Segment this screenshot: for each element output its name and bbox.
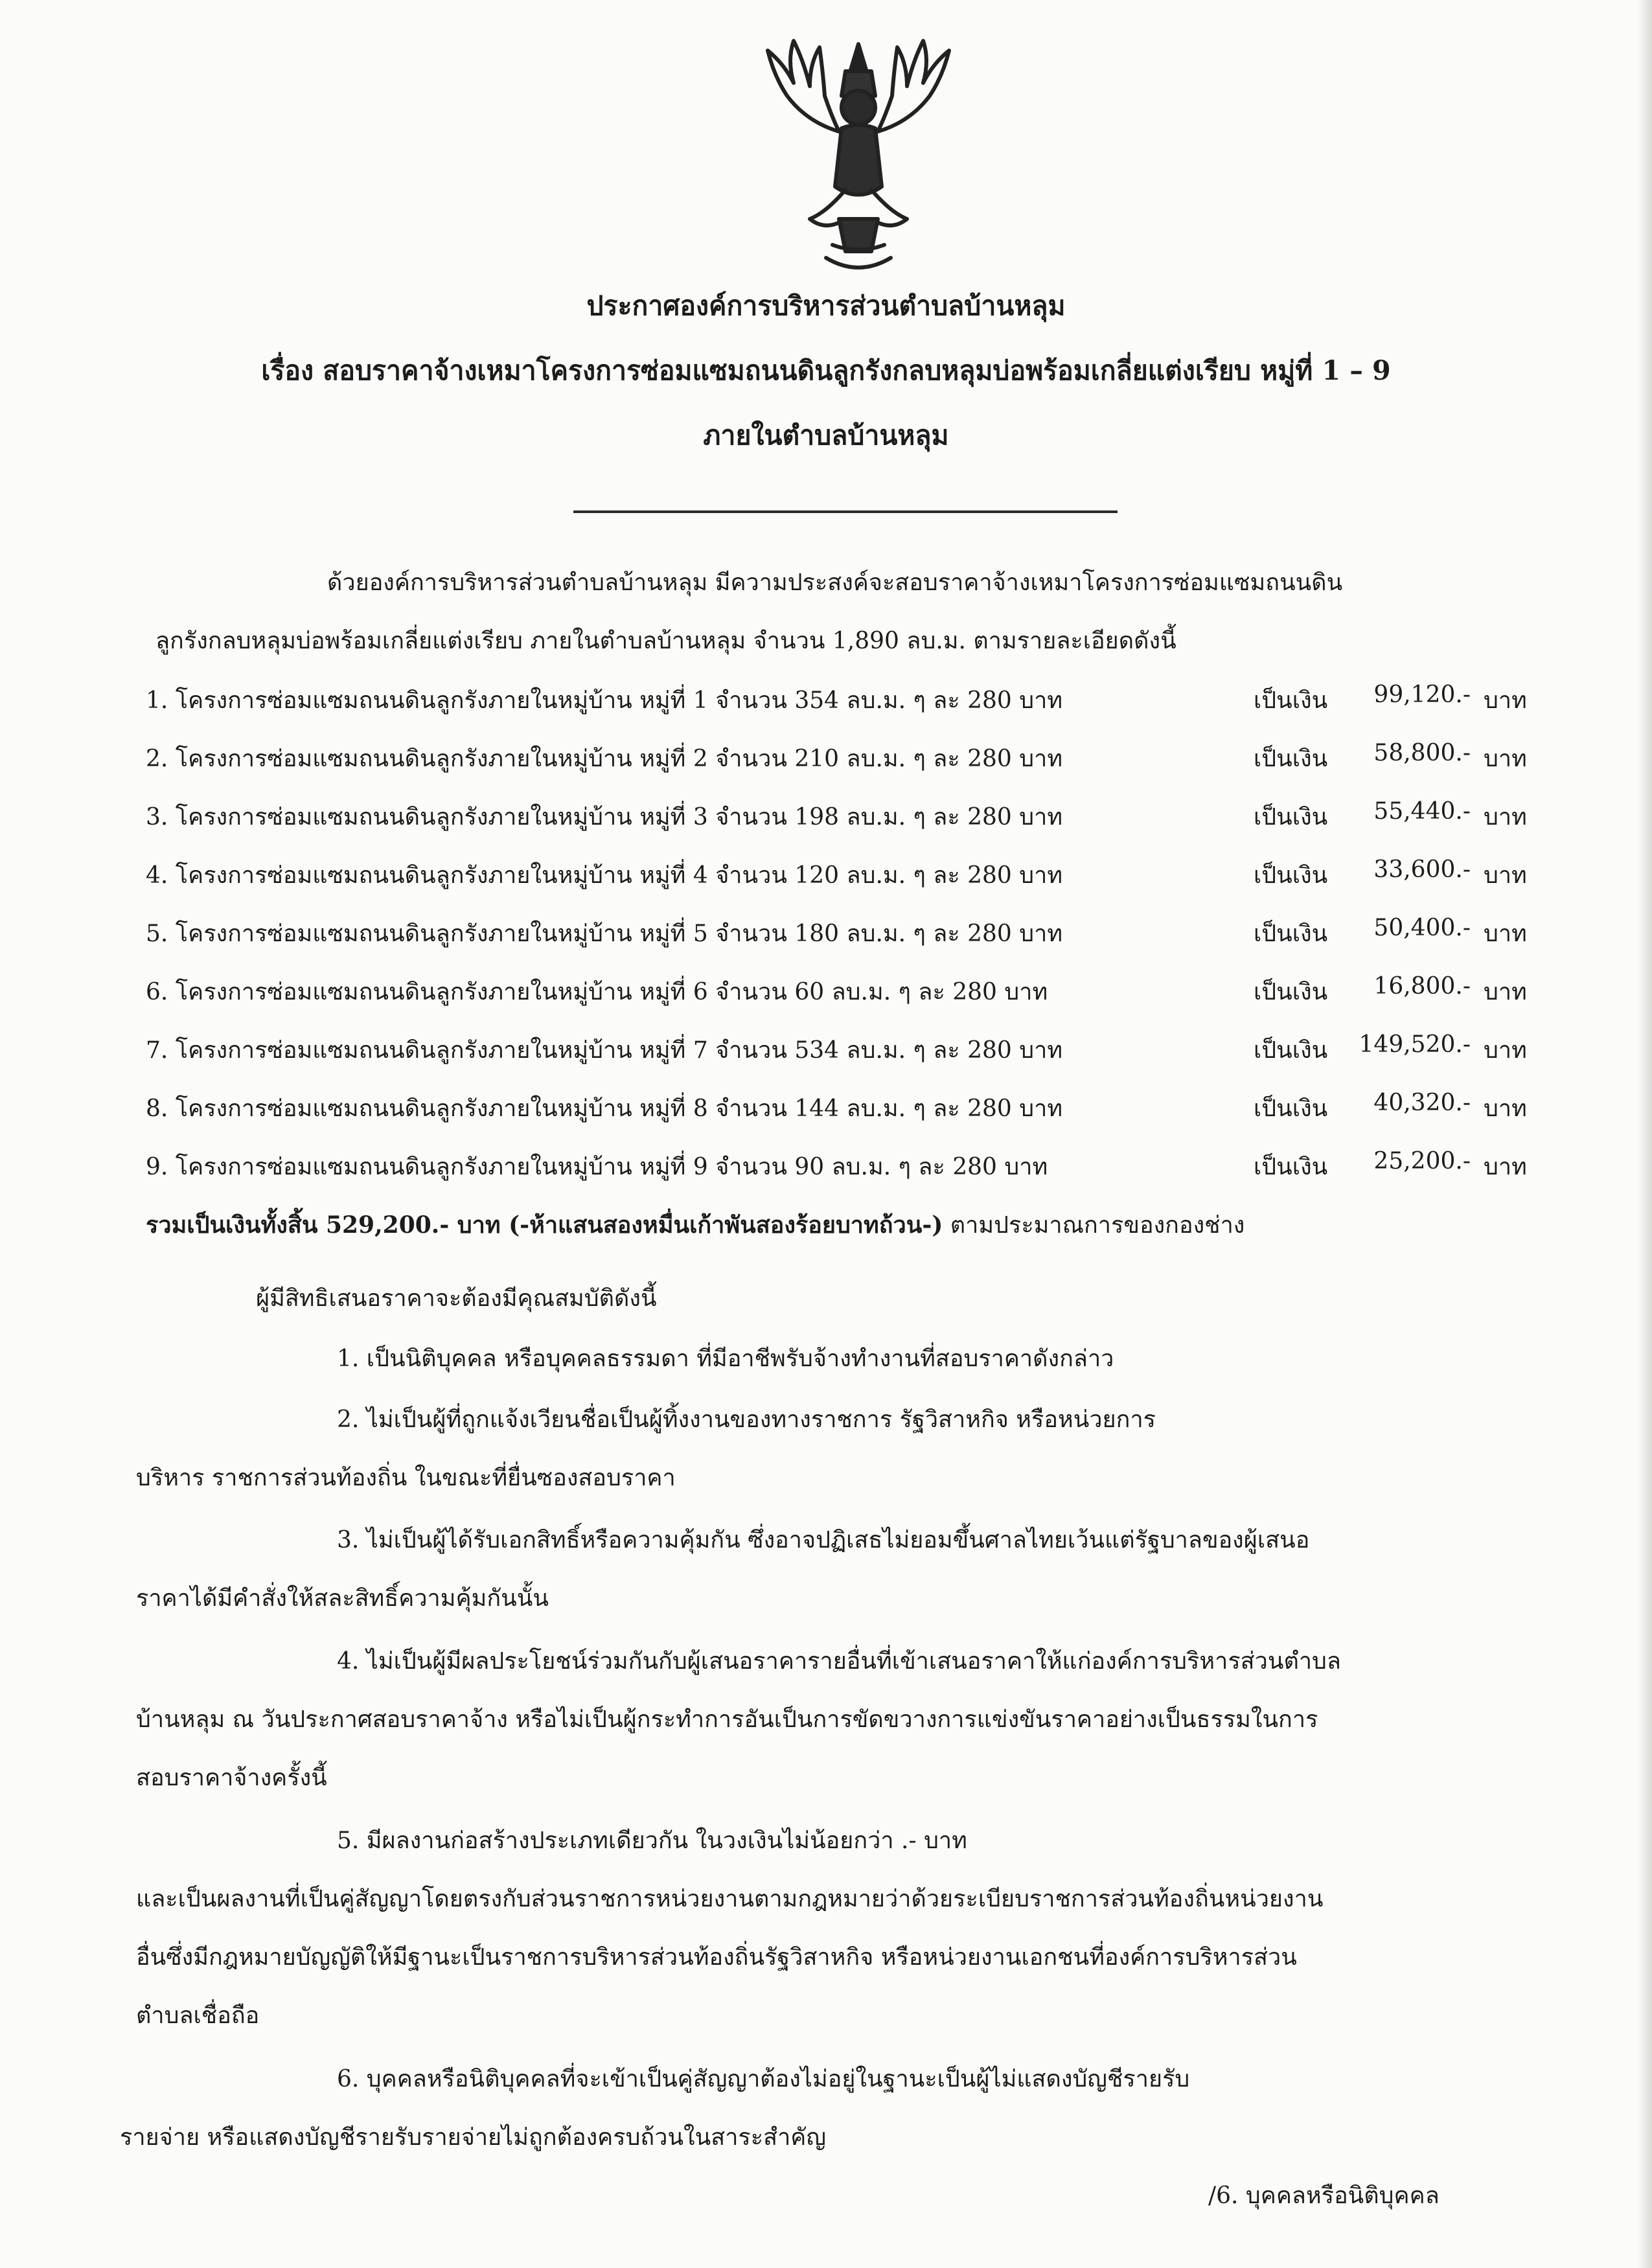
total-amount: รวมเป็นเงินทั้งสิ้น 529,200.- บาท (-ห้าแสนสองหมื่นเก้าพันสองร้อยบาทถ้วน-) xyxy=(146,1211,943,1239)
qualification-6-line-1: 6. บุคคลหรือนิติบุคคลที่จะเข้าเป็นคู่สัญญาต้องไม่อยู่ในฐานะเป็นผู้ไม่แสดงบัญชีรายรับ xyxy=(337,2066,1190,2092)
project-row-6-label: 6. โครงการซ่อมแซมถนนดินลูกรังภายในหมู่บ้าน หมู่ที่ 6 จำนวน 60 ลบ.ม. ๆ ละ 280 บาท xyxy=(146,979,1048,1005)
project-row-3-amount: 55,440.- xyxy=(1373,798,1471,825)
project-row-7-unit: บาท xyxy=(1484,1037,1527,1064)
project-row-1-amount: 99,120.- xyxy=(1373,682,1471,708)
project-row-7-label: 7. โครงการซ่อมแซมถนนดินลูกรังภายในหมู่บ้าน หมู่ที่ 7 จำนวน 534 ลบ.ม. ๆ ละ 280 บาท xyxy=(146,1037,1063,1064)
project-row-3-amount-label: เป็นเงิน xyxy=(1254,804,1328,830)
heading-divider xyxy=(573,510,1118,513)
project-row-1-amount-label: เป็นเงิน xyxy=(1254,687,1328,714)
project-row-9-unit: บาท xyxy=(1484,1154,1527,1180)
project-row-6-unit: บาท xyxy=(1484,979,1527,1005)
qualification-5-line-2: และเป็นผลงานที่เป็นคู่สัญญาโดยตรงกับส่วนราชการหน่วยงานตามกฎหมายว่าด้วยระเบียบราชการส่วนท้องถิ่นหน่วยงาน xyxy=(136,1886,1324,1912)
project-row-9-label: 9. โครงการซ่อมแซมถนนดินลูกรังภายในหมู่บ้าน หมู่ที่ 9 จำนวน 90 ลบ.ม. ๆ ละ 280 บาท xyxy=(146,1154,1048,1180)
qualification-5-line-4: ตำบลเชื่อถือ xyxy=(136,2002,260,2029)
qualification-5-line-1: 5. มีผลงานก่อสร้างประเภทเดียวกัน ในวงเงินไม่น้อยกว่า .- บาท xyxy=(337,1827,967,1854)
project-row-1-label: 1. โครงการซ่อมแซมถนนดินลูกรังภายในหมู่บ้าน หมู่ที่ 1 จำนวน 354 ลบ.ม. ๆ ละ 280 บาท xyxy=(146,687,1063,714)
total-line xyxy=(146,1206,1245,1243)
project-row-8-amount: 40,320.- xyxy=(1373,1090,1471,1116)
total-source: ตามประมาณการของกองช่าง xyxy=(943,1212,1245,1239)
qualification-4-line-3: สอบราคาจ้างครั้งนี้ xyxy=(136,1765,327,1791)
project-row-4-amount-label: เป็นเงิน xyxy=(1254,862,1328,889)
project-row-7-amount-label: เป็นเงิน xyxy=(1254,1037,1328,1064)
project-row-8-unit: บาท xyxy=(1484,1095,1527,1122)
project-row-2-amount-label: เป็นเงิน xyxy=(1254,746,1328,772)
qualification-4-line-2: บ้านหลุม ณ วันประกาศสอบราคาจ้าง หรือไม่เป็นผู้กระทำการอันเป็นการขัดขวางการแข่งขันราคาอย่างเป็นธรรมในการ xyxy=(136,1706,1318,1733)
heading-subject: เรื่อง สอบราคาจ้างเหมาโครงการซ่อมแซมถนนดินลูกรังกลบหลุมบ่อพร้อมเกลี่ยแต่งเรียบ หมู่ที่ 1 – 9 xyxy=(261,355,1391,386)
project-row-8-label: 8. โครงการซ่อมแซมถนนดินลูกรังภายในหมู่บ้าน หมู่ที่ 8 จำนวน 144 ลบ.ม. ๆ ละ 280 บาท xyxy=(146,1095,1063,1122)
continuation-note: /6. บุคคลหรือนิติบุคคล xyxy=(1208,2182,1440,2209)
project-row-5-amount-label: เป็นเงิน xyxy=(1254,921,1328,947)
intro-line-2: ลูกรังกลบหลุมบ่อพร้อมเกลี่ยแต่งเรียบ ภายในตำบลบ้านหลุม จำนวน 1,890 ลบ.ม. ตามรายละเอียดดังนี้ xyxy=(155,628,1176,654)
project-row-6-amount: 16,800.- xyxy=(1373,973,1471,1000)
intro-line-1: ด้วยองค์การบริหารส่วนตำบลบ้านหลุม มีความประสงค์จะสอบราคาจ้างเหมาโครงการซ่อมแซมถนนดิน xyxy=(327,569,1343,596)
project-row-9-amount: 25,200.- xyxy=(1373,1148,1471,1174)
project-row-7-amount: 149,520.- xyxy=(1359,1031,1471,1058)
qualification-6-line-2: รายจ่าย หรือแสดงบัญชีรายรับรายจ่ายไม่ถูกต้องครบถ้วนในสาระสำคัญ xyxy=(120,2124,827,2151)
project-row-8-amount-label: เป็นเงิน xyxy=(1254,1095,1328,1122)
garuda-emblem-icon xyxy=(748,25,969,284)
qualification-2-line-2: บริหาร ราชการส่วนท้องถิ่น ในขณะที่ยื่นซองสอบราคา xyxy=(136,1465,676,1491)
qualification-3-line-1: 3. ไม่เป็นผู้ได้รับเอกสิทธิ์หรือความคุ้มกัน ซึ่งอาจปฏิเสธไม่ยอมขึ้นศาลไทยเว้นแต่รัฐบาลของผู้เสนอ xyxy=(337,1527,1310,1553)
qualification-5-line-3: อื่นซึ่งมีกฎหมายบัญญัติให้มีฐานะเป็นราชการบริหารส่วนท้องถิ่นรัฐวิสาหกิจ หรือหน่วยงานเอกชนที่องค์การบริหารส่วน xyxy=(136,1944,1297,1971)
project-row-2-unit: บาท xyxy=(1484,746,1527,772)
project-row-5-unit: บาท xyxy=(1484,921,1527,947)
project-row-3-unit: บาท xyxy=(1484,804,1527,830)
project-row-4-unit: บาท xyxy=(1484,862,1527,889)
heading-location: ภายในตำบลบ้านหลุม xyxy=(703,420,949,451)
qualification-3-line-2: ราคาได้มีคำสั่งให้สละสิทธิ์ความคุ้มกันนั้น xyxy=(136,1585,549,1612)
project-row-2-label: 2. โครงการซ่อมแซมถนนดินลูกรังภายในหมู่บ้าน หมู่ที่ 2 จำนวน 210 ลบ.ม. ๆ ละ 280 บาท xyxy=(146,746,1063,772)
qualification-4-line-1: 4. ไม่เป็นผู้มีผลประโยชน์ร่วมกันกับผู้เสนอราคารายอื่นที่เข้าเสนอราคาให้แก่องค์การบริหารส่วนตำบล xyxy=(337,1648,1341,1675)
project-row-5-label: 5. โครงการซ่อมแซมถนนดินลูกรังภายในหมู่บ้าน หมู่ที่ 5 จำนวน 180 ลบ.ม. ๆ ละ 280 บาท xyxy=(146,921,1063,947)
project-row-2-amount: 58,800.- xyxy=(1373,740,1471,766)
project-row-9-amount-label: เป็นเงิน xyxy=(1254,1154,1328,1180)
project-row-4-label: 4. โครงการซ่อมแซมถนนดินลูกรังภายในหมู่บ้าน หมู่ที่ 4 จำนวน 120 ลบ.ม. ๆ ละ 280 บาท xyxy=(146,862,1063,889)
heading-organization: ประกาศองค์การบริหารส่วนตำบลบ้านหลุม xyxy=(586,290,1066,321)
project-row-1-unit: บาท xyxy=(1484,687,1527,714)
project-row-5-amount: 50,400.- xyxy=(1373,915,1471,941)
project-row-3-label: 3. โครงการซ่อมแซมถนนดินลูกรังภายในหมู่บ้าน หมู่ที่ 3 จำนวน 198 ลบ.ม. ๆ ละ 280 บาท xyxy=(146,804,1063,830)
qualification-2-line-1: 2. ไม่เป็นผู้ที่ถูกแจ้งเวียนชื่อเป็นผู้ทิ้งงานของทางราชการ รัฐวิสาหกิจ หรือหน่วยการ xyxy=(337,1406,1156,1433)
qualifications-heading: ผู้มีสิทธิเสนอราคาจะต้องมีคุณสมบัติดังนี้ xyxy=(256,1285,657,1312)
scan-edge-shadow xyxy=(1638,0,1652,2268)
project-row-4-amount: 33,600.- xyxy=(1373,856,1471,883)
project-row-6-amount-label: เป็นเงิน xyxy=(1254,979,1328,1005)
qualification-1: 1. เป็นนิติบุคคล หรือบุคคลธรรมดา ที่มีอาชีพรับจ้างทำงานที่สอบราคาดังกล่าว xyxy=(337,1346,1114,1372)
